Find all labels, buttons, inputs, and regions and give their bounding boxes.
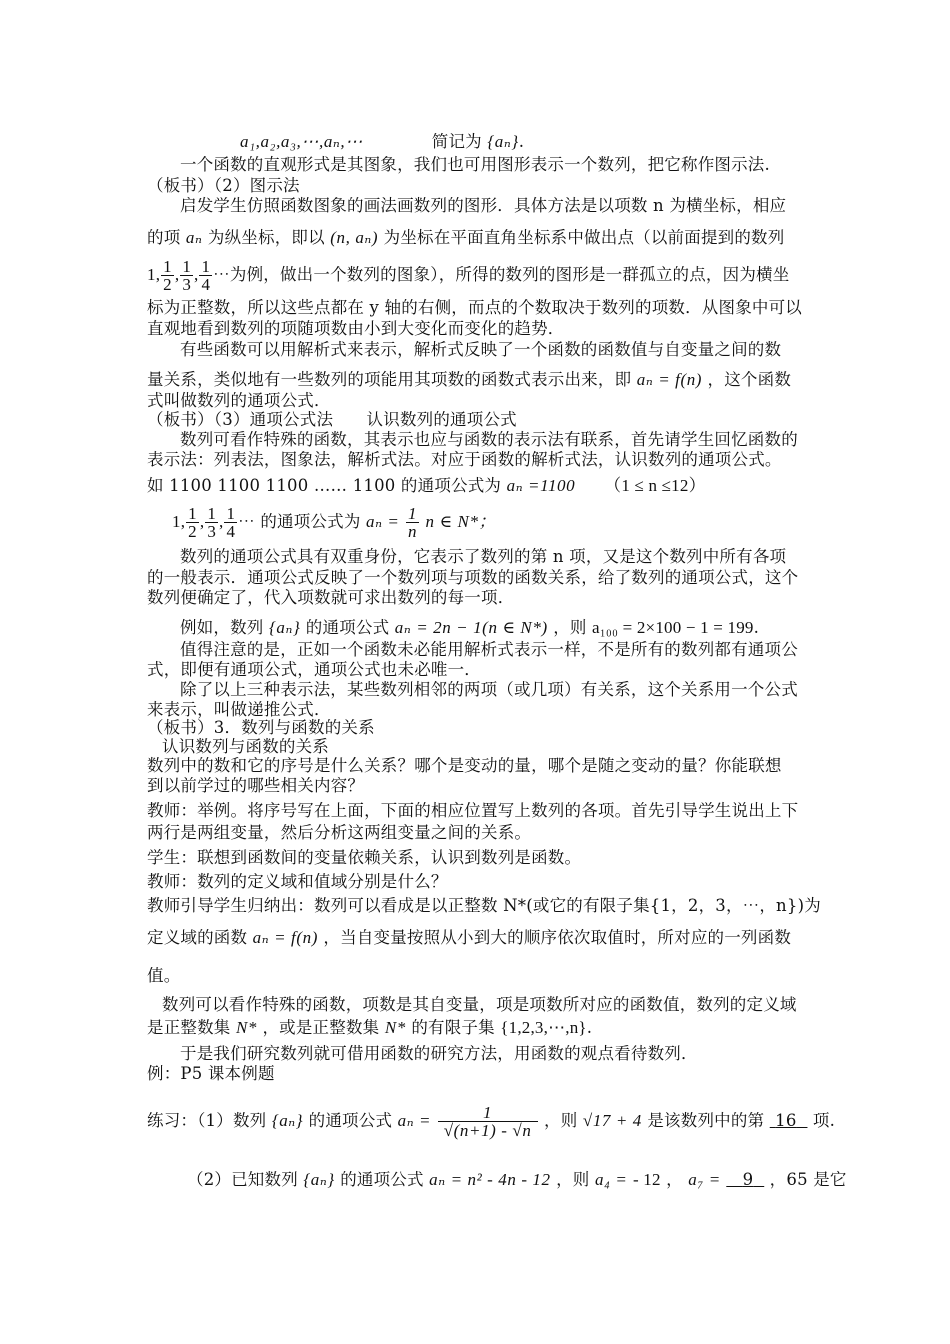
paragraph-line: 两行是两组变量，然后分析这两组变量之间的关系。	[147, 823, 532, 842]
math-formula: aₙ = f(n)	[252, 928, 318, 947]
paragraph-line: 式，即便有通项公式，通项公式也未必唯一．	[147, 660, 481, 679]
fraction-numerator: 1	[188, 504, 197, 523]
math-point: (n, aₙ)	[330, 228, 379, 247]
exercise-line: 练习：（1）数列 {aₙ} 的通项公式 aₙ = $\frac{1}{√(n+1) - √n}$ ，则 √17 + 4 是该数列中的第 16 项.	[147, 1103, 836, 1140]
paragraph-line: 直观地看到数列的项随项数由小到大变化而变化的趋势．	[147, 319, 565, 338]
finite-subset: {1,2,3,⋯,n}	[500, 1018, 587, 1037]
sequence-expression: a₁,a₂,a₃,⋯,aₙ,⋯	[240, 132, 363, 151]
text: 简记为	[431, 132, 482, 151]
paragraph-line: 数列可以看作特殊的函数，项数是其自变量，项是项数所对应的函数值，数列的定义域	[162, 995, 797, 1014]
paragraph-line: 除了以上三种表示法，某些数列相邻的两项（或几项）有关系，这个关系用一个公式	[180, 680, 798, 699]
fraction	[224, 505, 237, 540]
paragraph-line: 数列便确定了，代入项数就可求出数列的每一项．	[147, 588, 515, 607]
fraction	[199, 258, 212, 293]
paragraph-line: 值。	[147, 966, 181, 985]
paragraph-line: 到以前学过的哪些相关内容？	[147, 776, 365, 795]
example-line: 1, $\frac{1}{2}$ , $\frac{1}{3}$ , $\frac{1}{4}$ ⋯ 的通项公式为 aₙ = $\frac{1}{n}$ n ∈ N*；	[172, 504, 497, 541]
board-heading: （板书）（3）通项公式法 认识数列的通项公式	[147, 410, 517, 429]
sequence-set: {aₙ}	[487, 132, 519, 151]
fraction	[180, 258, 193, 293]
paragraph-line: 值得注意的是，正如一个函数未必能用解析式表示一样，不是所有的数列都有通项公	[180, 640, 798, 659]
fraction: $\frac{1}{√(n+1) - √n}$	[438, 1104, 538, 1139]
paragraph-line: 数列可看作特殊的函数，其表示也应与函数的表示法有联系，首先请学生回忆函数的	[180, 430, 798, 449]
sequence-notation-line: a₁,a₂,a₃,⋯,aₙ,⋯ 简记为 {aₙ}.	[240, 132, 525, 151]
paragraph-line: 1, $\frac{1}{2}$ , $\frac{1}{3}$ , $\frac{1}{4}$ ⋯为例，做出一个数列的图象），所得的数列的图形是一群孤立的点，因为横坐	[147, 257, 790, 294]
paragraph-line: 学生：联想到函数间的变量依赖关系，认识到数列是函数。	[147, 848, 582, 867]
paragraph-line: 量关系，类似地有一些数列的项能用其项数的函数式表示出来，即 aₙ = f(n) ，这个函数	[147, 370, 792, 389]
section-subheading: 认识数列与函数的关系	[162, 737, 329, 756]
exercise-line: （2）已知数列 {aₙ} 的通项公式 aₙ = n² - 4n - 12 ，则 a₄ = - 12 ， a₇ = 9 ，65 是它	[187, 1170, 847, 1189]
math-formula: aₙ =1100	[506, 476, 576, 495]
paragraph-line: 的一般表示．通项公式反映了一个数列项与项数的函数关系，给了数列的通项公式，这个	[147, 568, 799, 587]
fraction	[161, 258, 174, 293]
answer-blank: 16	[775, 1111, 797, 1130]
paragraph-line: 式叫做数列的通项公式．	[147, 391, 331, 410]
board-heading: （板书）3．数列与函数的关系	[147, 718, 375, 737]
paragraph-line: 有些函数可以用解析式来表示，解析式反映了一个函数的函数值与自变量之间的数	[180, 340, 782, 359]
paragraph-line: 是正整数集 N* ，或是正整数集 N* 的有限子集 {1,2,3,⋯,n}.	[147, 1018, 593, 1037]
comma: ,	[199, 512, 205, 531]
math-computation: a₁₀₀ = 2×100 − 1 = 199	[592, 618, 754, 637]
paragraph-line: 的项 aₙ 为纵坐标，即以 (n, aₙ) 为坐标在平面直角坐标系中做出点（以前面提到的数列	[147, 228, 785, 247]
paragraph-line: 教师引导学生归纳出：数列可以看成是以正整数 N*(或它的有限子集{1，2，3，⋯，n})为	[147, 896, 821, 915]
example-line: 如 1100 1100 1100 …… 1100 的通项公式为 aₙ =1100 （1 ≤ n ≤12）	[147, 476, 706, 495]
paragraph-line: 数列中的数和它的序号是什么关系？哪个是变动的量，哪个是随之变动的量？你能联想	[147, 756, 782, 775]
paragraph-line: 教师：数列的定义域和值域分别是什么？	[147, 872, 448, 891]
comma: ,	[219, 512, 224, 531]
fraction-numerator: 1	[201, 257, 211, 276]
math-term: aₙ	[185, 228, 203, 247]
fraction-numerator: 1	[182, 257, 192, 276]
paragraph-line: 于是我们研究数列就可借用函数的研究方法，用函数的观点看待数列．	[180, 1044, 698, 1063]
answer-blank: 9	[742, 1170, 754, 1189]
math-formula: aₙ = 2n − 1(n ∈ N*)	[394, 618, 548, 637]
fraction	[205, 505, 218, 540]
paragraph-line: 定义域的函数 aₙ = f(n) ，当自变量按照从小到大的顺序依次取值时，所对应的一列函数	[147, 928, 792, 947]
paragraph-line: 标为正整数，所以这些点都在 y 轴的右侧，而点的个数取决于数列的项数．从图象中可以	[147, 298, 803, 317]
fraction-list	[185, 504, 238, 541]
board-heading: （板书）（2）图示法	[147, 176, 300, 195]
paragraph-line: 数列的通项公式具有双重身份，它表示了数列的第 n 项，又是这个数列中所有各项	[180, 547, 787, 566]
fraction-denominator: 4	[226, 522, 236, 541]
fraction-denominator: 2	[188, 522, 197, 541]
paragraph-line: 启发学生仿照函数图象的画法画数列的图形．具体方法是以项数 n 为横坐标，相应	[180, 196, 787, 215]
paragraph-line: 表示法：列表法，图象法，解析式法。对应于函数的解析式法，认识数列的通项公式。	[147, 450, 782, 469]
fraction-numerator: 1	[207, 504, 217, 523]
fraction-numerator: 1	[163, 257, 172, 276]
fraction-denominator: 2	[163, 275, 172, 294]
fraction-denominator: 3	[182, 275, 192, 294]
paragraph-line: 教师：举例。将序号写在上面，下面的相应位置写上数列的各项。首先引导学生说出上下	[147, 801, 799, 820]
fraction-denominator: 3	[207, 522, 217, 541]
math-range: （1 ≤ n ≤12）	[604, 476, 706, 495]
comma: ,	[174, 265, 180, 284]
paragraph-line: 例：P5 课本例题	[147, 1064, 275, 1083]
fraction	[186, 505, 199, 540]
fraction: $\frac{1}{n}$	[407, 504, 418, 541]
paragraph-line: 一个函数的直观形式是其图象，我们也可用图形表示一个数列，把它称作图示法.	[180, 155, 770, 174]
example-line: 例如，数列 {aₙ} 的通项公式 aₙ = 2n − 1(n ∈ N*) ，则 a₁₀₀ = 2×100 − 1 = 199.	[180, 618, 760, 637]
fraction-numerator: 1	[226, 504, 236, 523]
paragraph-line: 来表示，叫做递推公式．	[147, 700, 331, 719]
general-term-formula: aₙ = f(n)	[636, 370, 703, 389]
fraction-denominator: 4	[201, 275, 211, 294]
fraction-list	[160, 257, 213, 294]
comma: ,	[194, 265, 199, 284]
